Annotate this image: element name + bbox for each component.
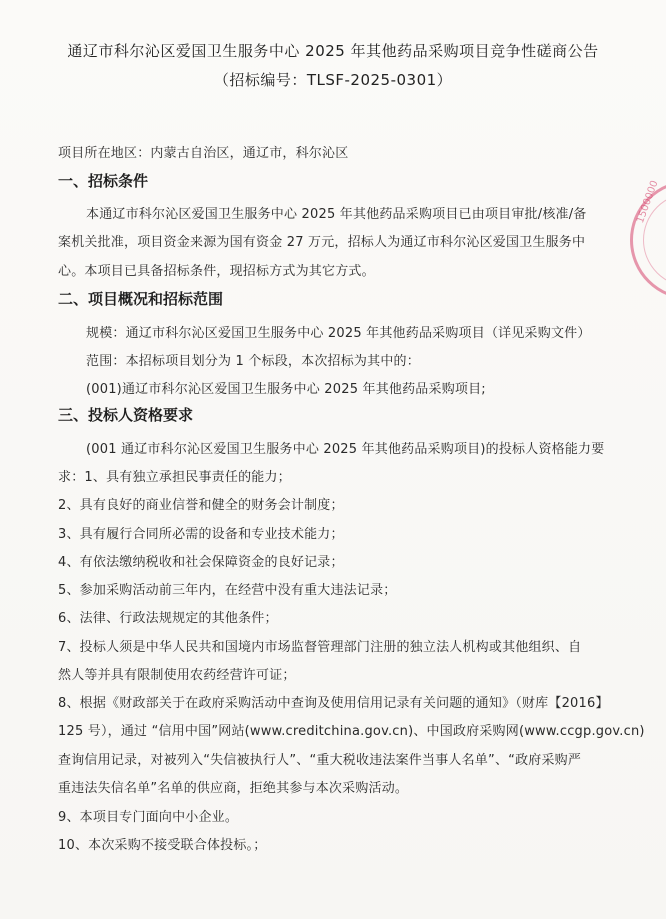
paragraph-line: 7、投标人须是中华人民共和国境内市场监督管理部门注册的独立法人机构或其他组织、自 xyxy=(58,640,582,655)
paragraph-line: 重违法失信名单”名单的供应商，拒绝其参与本次采购活动。 xyxy=(58,781,409,796)
paragraph-line: (001)通辽市科尔沁区爱国卫生服务中心 2025 年其他药品采购项目; xyxy=(86,382,486,397)
paragraph-line: 范围：本招标项目划分为 1 个标段，本次招标为其中的： xyxy=(86,354,420,369)
project-location: 项目所在地区：内蒙古自治区，通辽市，科尔沁区 xyxy=(58,146,349,161)
paragraph-line: 然人等并具有限制使用农药经营许可证； xyxy=(58,668,296,683)
paragraph-line: 9、本项目专门面向中小企业。 xyxy=(58,810,239,825)
paragraph-line: 规模：通辽市科尔沁区爱国卫生服务中心 2025 年其他药品采购项目（详见采购文件） xyxy=(86,326,591,341)
paragraph-line: 心。本项目已具备招标条件，现招标方式为其它方式。 xyxy=(58,264,375,279)
paragraph-line: 8、根据《财政部关于在政府采购活动中查询及使用信用记录有关问题的通知》（财库【2016】 xyxy=(58,696,609,711)
paragraph-line: 求：1、具有独立承担民事责任的能力； xyxy=(58,470,291,485)
paragraph-line: 5、参加采购活动前三年内，在经营中没有重大违法记录； xyxy=(58,583,397,598)
paragraph-line: 10、本次采购不接受联合体投标。； xyxy=(58,838,267,853)
stamp-number: 1500000 xyxy=(635,179,661,225)
paragraph-line: 本通辽市科尔沁区爱国卫生服务中心 2025 年其他药品采购项目已由项目审批/核准/备 xyxy=(86,207,587,222)
document-title: 通辽市科尔沁区爱国卫生服务中心 2025 年其他药品采购项目竞争性磋商公告 xyxy=(67,42,599,60)
paragraph-line: 4、有依法缴纳税收和社会保障资金的良好记录； xyxy=(58,555,344,570)
paragraph-line: (001 通辽市科尔沁区爱国卫生服务中心 2025 年其他药品采购项目)的投标人资格能力要 xyxy=(86,442,605,457)
section-heading-project-overview: 二、项目概况和招标范围 xyxy=(58,290,224,308)
paragraph-line: 案机关批准，项目资金来源为国有资金 27 万元，招标人为通辽市科尔沁区爱国卫生服务中 xyxy=(58,235,586,250)
tender-number: （招标编号：TLSF-2025-0301） xyxy=(213,71,453,89)
paragraph-line: 3、具有履行合同所必需的设备和专业技术能力； xyxy=(58,527,344,542)
paragraph-line: 查询信用记录，对被列入“失信被执行人”、“重大税收违法案件当事人名单”、“政府采购严 xyxy=(58,753,582,768)
paragraph-line: 125 号），通过 “信用中国”网站(www.creditchina.gov.cn)、中国政府采购网(www.ccgp.gov.cn) xyxy=(58,724,645,739)
paragraph-line: 6、法律、行政法规规定的其他条件； xyxy=(58,611,278,626)
section-heading-bidder-qualifications: 三、投标人资格要求 xyxy=(58,406,194,424)
paragraph-line: 2、具有良好的商业信誉和健全的财务会计制度； xyxy=(58,498,344,513)
section-heading-tender-conditions: 一、招标条件 xyxy=(58,172,149,190)
